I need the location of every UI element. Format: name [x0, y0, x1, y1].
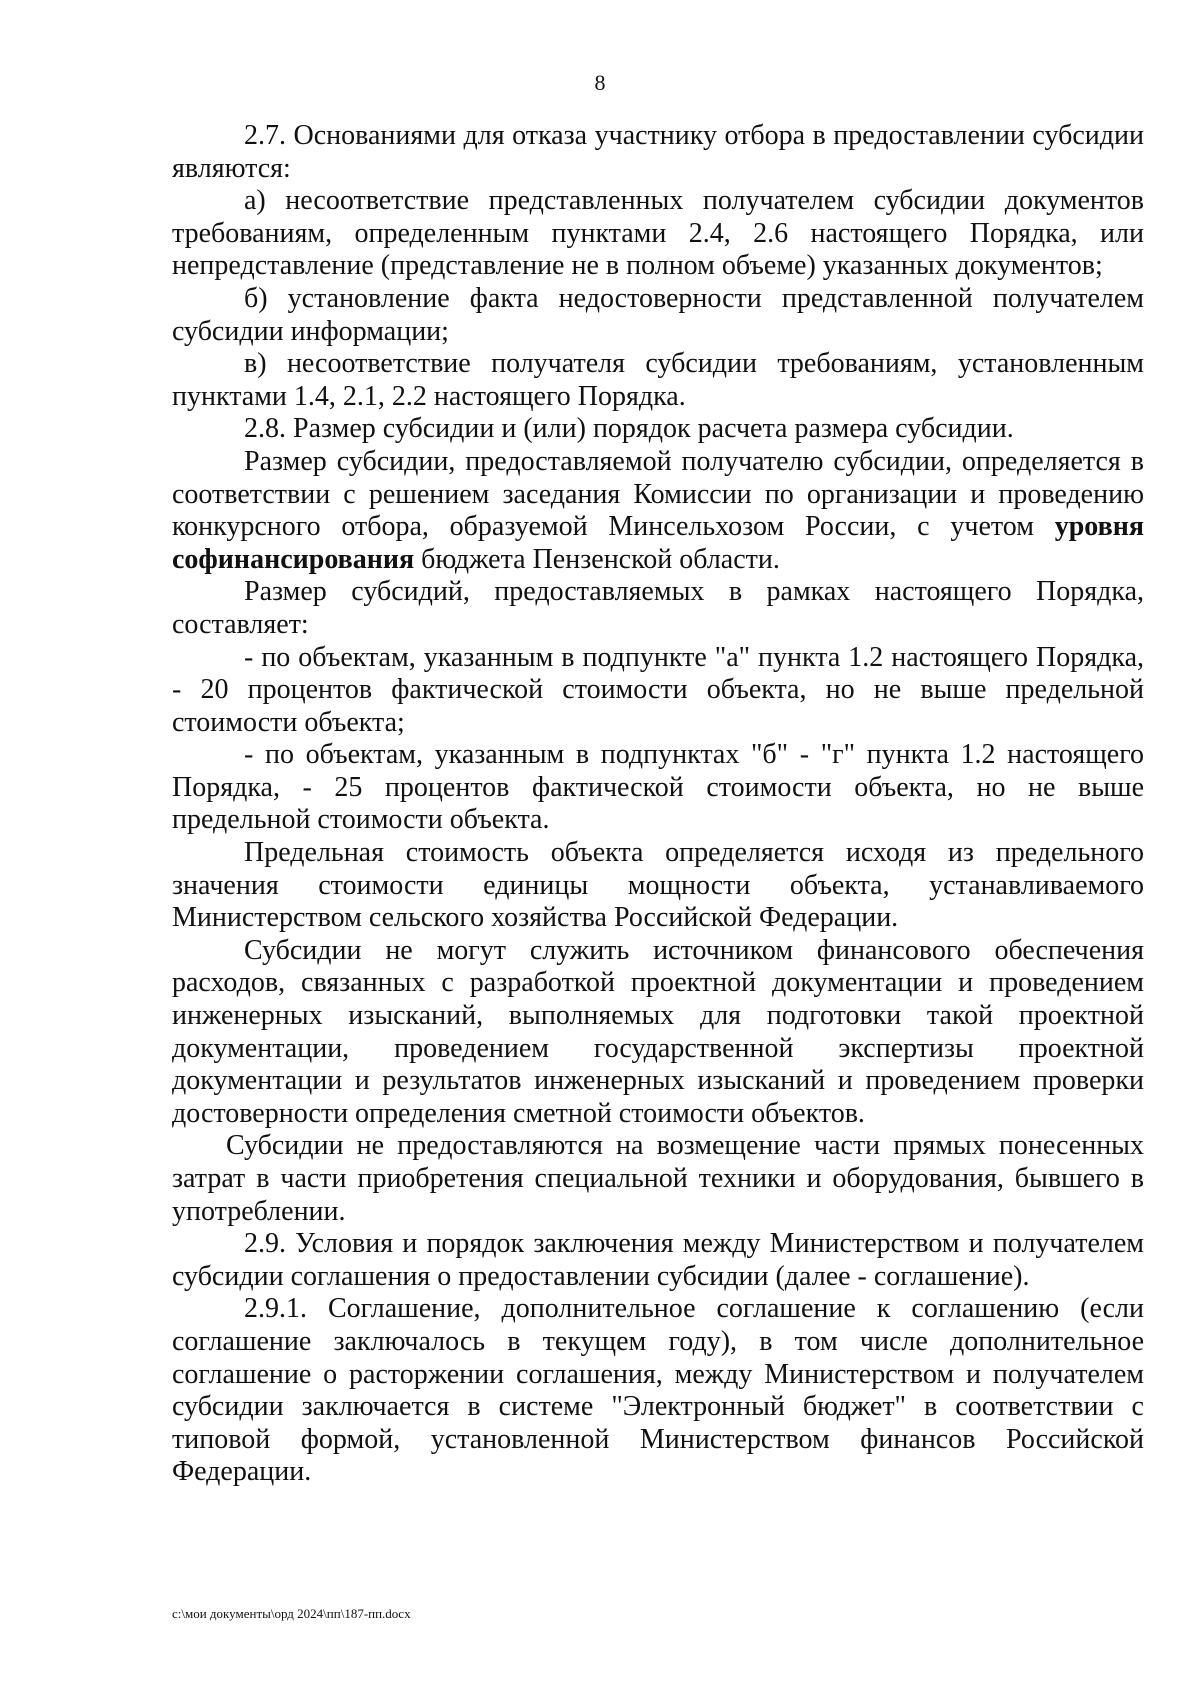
paragraph-2-7: 2.7. Основаниями для отказа участнику отбора в предоставлении субсидии являются:: [172, 120, 1144, 184]
paragraph-used-equipment: Субсидии не предоставляются на возмещение части прямых понесенных затрат в части приобретения специальной техники и оборудования, бывшего в употреблении.: [172, 1130, 1144, 1227]
page-number: 8: [594, 70, 606, 95]
paragraph-subsidy-restrictions: Субсидии не могут служить источником финансового обеспечения расходов, связанных с разработкой проектной документации и проведением инженерных изысканий, выполняемых для подготовки такой проектной документации, проведением государственной экспертизы проектной документации и результатов инженерных изысканий и проведением проверки достоверности определения сметной стоимости объектов.: [172, 934, 1144, 1129]
footer-file-path: c:\мои документы\орд 2024\пп\187-пп.docx: [172, 1606, 411, 1621]
paragraph-2-7-v: в) несоответствие получателя субсидии требованиям, установленным пунктами 1.4, 2.1, 2.2 настоящего Порядка.: [172, 348, 1144, 412]
paragraph-subsidies-amount: Размер субсидий, предоставляемых в рамках настоящего Порядка, составляет:: [172, 576, 1144, 640]
paragraph-subsidy-size-text-1: Размер субсидии, предоставляемой получателю субсидии, определяется в соответствии с решением заседания Комиссии по организации и проведению конкурсного отбора, образуемой Минсельхозом России, с учетом: [172, 445, 1144, 543]
document-body: [172, 120, 1144, 1489]
paragraph-2-9: 2.9. Условия и порядок заключения между Министерством и получателем субсидии соглашения о предоставлении субсидии (далее - соглашение).: [172, 1228, 1144, 1292]
paragraph-subsidy-size-text-2: бюджета Пензенской области.: [414, 543, 780, 575]
list-item-objects-a: - по объектам, указанным в подпункте "а" пункта 1.2 настоящего Порядка, - 20 процентов фактической стоимости объекта, но не выше предельной стоимости объекта;: [172, 641, 1144, 738]
paragraph-2-7-a: а) несоответствие представленных получателем субсидии документов требованиям, определенным пунктами 2.4, 2.6 настоящего Порядка, или непредставление (представление не в полном объеме) указанных документов;: [172, 185, 1144, 282]
list-item-objects-b-g: - по объектам, указанным в подпунктах "б" - "г" пункта 1.2 настоящего Порядка, - 25 процентов фактической стоимости объекта, но не выше предельной стоимости объекта.: [172, 739, 1144, 836]
paragraph-2-8: 2.8. Размер субсидии и (или) порядок расчета размера субсидии.: [244, 413, 1014, 445]
paragraph-subsidy-size-bold: уровня софинансирования: [172, 511, 1144, 575]
paragraph-max-cost: Предельная стоимость объекта определяется исходя из предельного значения стоимости единицы мощности объекта, устанавливаемого Министерством сельского хозяйства Российской Федерации.: [172, 837, 1144, 934]
paragraph-subsidy-size: [172, 446, 1144, 576]
paragraph-2-9-1: 2.9.1. Соглашение, дополнительное соглашение к соглашению (если соглашение заключалось в текущем году), в том числе дополнительное соглашение о расторжении соглашения, между Министерством и получателем субсидии заключается в системе "Электронный бюджет" в соответствии с типовой формой, установленной Министерством финансов Российской Федерации.: [172, 1293, 1144, 1488]
paragraph-2-7-b: б) установление факта недостоверности представленной получателем субсидии информации;: [172, 282, 1144, 347]
